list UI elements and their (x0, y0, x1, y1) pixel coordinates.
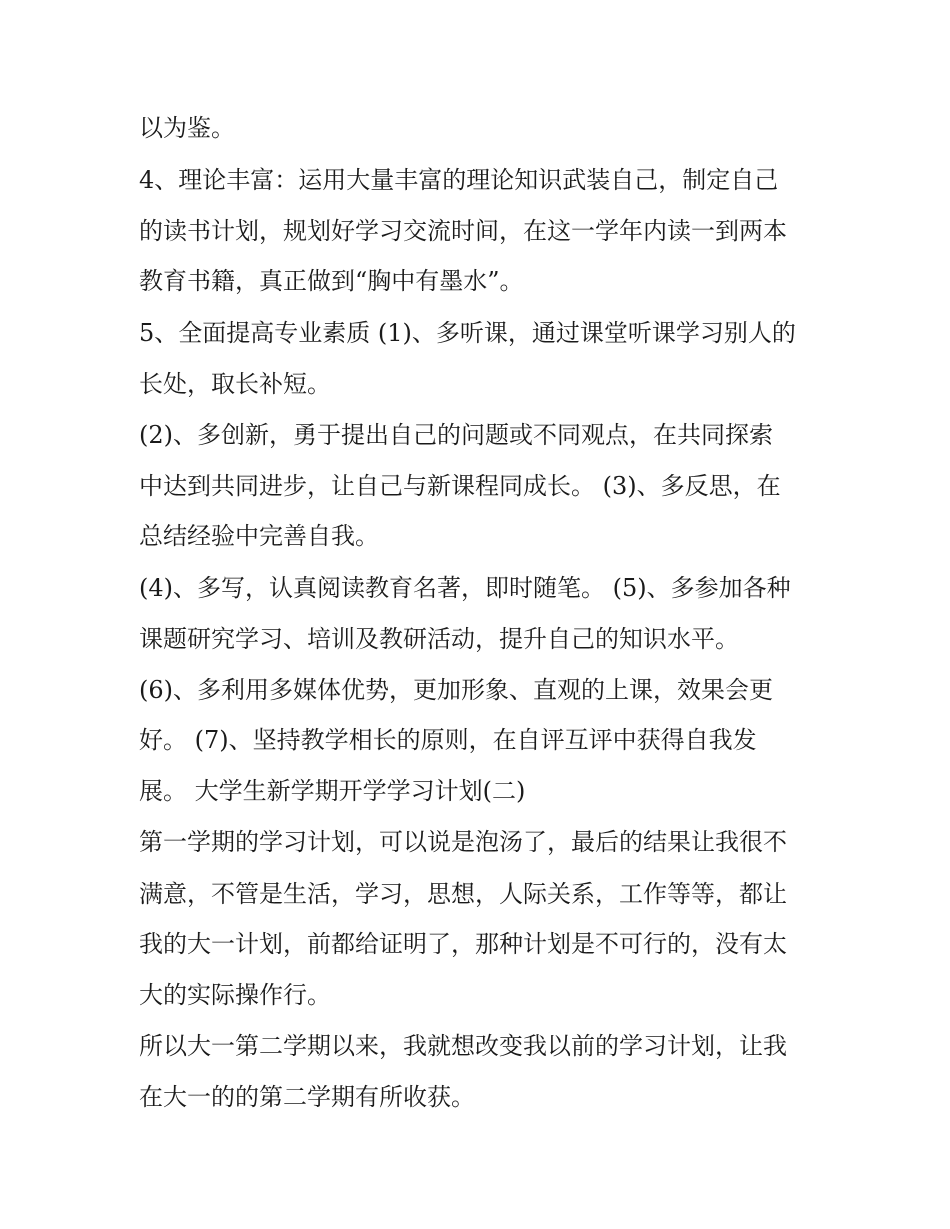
text-line-5: 5、全面提高专业素质 (1)、多听课，通过课堂听课学习别人的 (139, 319, 796, 347)
text-line-1: 以为鉴。 (139, 114, 235, 142)
text-line-19: 所以大一第二学期以来，我就想改变我以前的学习计划，让我 (139, 1032, 787, 1060)
text-line-7: (2)、多创新，勇于提出自己的问题或不同观点，在共同探索 (139, 421, 773, 449)
text-line-9: 总结经验中完善自我。 (139, 522, 379, 550)
text-line-3: 的读书计划，规划好学习交流时间，在这一学年内读一到两本 (139, 217, 787, 245)
text-line-12: (6)、多利用多媒体优势，更加形象、直观的上课，效果会更 (139, 676, 773, 704)
text-line-16: 满意，不管是生活，学习，思想，人际关系，工作等等，都让 (139, 880, 787, 908)
text-line-13: 好。 (7)、坚持教学相长的原则，在自评互评中获得自我发 (139, 726, 757, 754)
text-line-4: 教育书籍，真正做到“胸中有墨水”。 (139, 267, 524, 295)
text-line-15: 第一学期的学习计划，可以说是泡汤了，最后的结果让我很不 (139, 828, 787, 856)
text-line-10: (4)、多写，认真阅读教育名著，即时随笔。 (5)、多参加各种 (139, 574, 791, 602)
text-line-6: 长处，取长补短。 (139, 370, 331, 398)
text-line-18: 大的实际操作行。 (139, 981, 331, 1009)
text-line-2: 4、理论丰富：运用大量丰富的理论知识武装自己，制定自己 (139, 166, 779, 194)
text-line-17: 我的大一计划，前都给证明了，那种计划是不可行的，没有太 (139, 930, 787, 958)
text-line-8: 中达到共同进步，让自己与新课程同成长。 (3)、多反思，在 (139, 472, 781, 500)
text-line-11: 课题研究学习、培训及教研活动，提升自己的知识水平。 (139, 625, 739, 653)
text-line-20: 在大一的的第二学期有所收获。 (139, 1083, 475, 1111)
text-line-14: 展。 大学生新学期开学学习计划(二) (139, 777, 526, 805)
